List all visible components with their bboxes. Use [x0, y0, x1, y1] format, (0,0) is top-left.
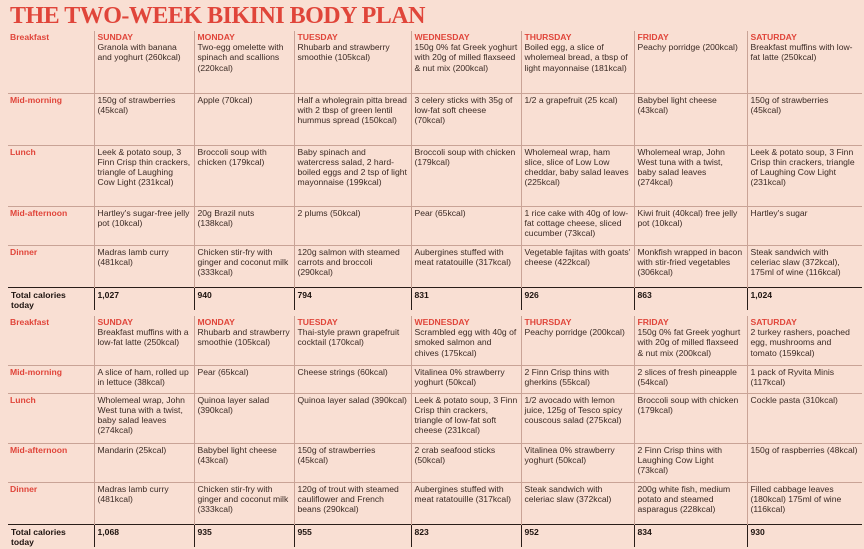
total-value: 926 [521, 287, 634, 310]
day-header-friday: FRIDAY [637, 32, 669, 42]
cell-monday [194, 31, 294, 93]
meal-text: Babybel light cheese (43kcal) [634, 93, 747, 145]
breakfast-row [8, 31, 862, 93]
meal-text: Chicken stir-fry with ginger and coconut milk (333kcal) [194, 482, 294, 524]
day-header-wednesday: WEDNESDAY [414, 32, 470, 42]
lunch-row [8, 145, 862, 206]
meal-text: Leek & potato soup, 3 Finn Crisp thin crackers, triangle of Laughing Cow Light (231kcal) [94, 145, 194, 206]
midmorning-row [8, 93, 862, 145]
breakfast-row [8, 316, 862, 365]
row-label-breakfast: Breakfast [10, 317, 50, 327]
dinner-row [8, 245, 862, 287]
row-label-total: Total calories today [8, 524, 94, 547]
meal-text: Rhubarb and strawberry smoothie (105kcal) [197, 327, 290, 348]
total-value: 952 [521, 524, 634, 547]
midmorning-row [8, 365, 862, 393]
meal-text: Madras lamb curry (481kcal) [94, 482, 194, 524]
meal-text: Madras lamb curry (481kcal) [94, 245, 194, 287]
meal-text: Kiwi fruit (40kcal) free jelly pot (10kcal) [634, 206, 747, 245]
row-label-dinner: Dinner [8, 482, 94, 524]
meal-text: Aubergines stuffed with meat ratatouille (317kcal) [411, 245, 521, 287]
row-label-midafternoon: Mid-afternoon [8, 443, 94, 482]
row-label-breakfast: Breakfast [10, 32, 50, 42]
meal-text: 120g salmon with steamed carrots and broccoli (290kcal) [294, 245, 411, 287]
row-label-midmorning: Mid-morning [8, 93, 94, 145]
cell-tuesday [294, 31, 411, 93]
meal-text: 150g of strawberries (45kcal) [747, 93, 862, 145]
day-header-monday: MONDAY [197, 317, 235, 327]
cell-thursday [521, 31, 634, 93]
meal-text: Leek & potato soup, 3 Finn Crisp thin crackers, triangle of low-fat soft cheese (231kcal) [411, 393, 521, 443]
meal-text: Broccoli soup with chicken (179kcal) [194, 145, 294, 206]
row-label-midmorning: Mid-morning [8, 365, 94, 393]
meal-text: Granola with banana and yoghurt (260kcal) [97, 42, 181, 63]
meal-text: Wholemeal wrap, ham slice, slice of Low Low cheddar, baby salad leaves (225kcal) [521, 145, 634, 206]
row-label-lunch: Lunch [8, 393, 94, 443]
meal-text: 2 crab seafood sticks (50kcal) [411, 443, 521, 482]
row-label-midafternoon: Mid-afternoon [8, 206, 94, 245]
day-header-saturday: SATURDAY [750, 32, 797, 42]
meal-text: Vitalinea 0% strawberry yoghurt (50kcal) [411, 365, 521, 393]
meal-text: Mandarin (25kcal) [94, 443, 194, 482]
meal-text: Steak sandwich with celeriac slaw (372kcal), 175ml of wine (116kcal) [747, 245, 862, 287]
meal-text: Baby spinach and watercress salad, 2 hard-boiled eggs and 2 tsp of light mayonnaise (199kcal) [294, 145, 411, 206]
total-value: 823 [411, 524, 521, 547]
week-1-table [8, 31, 862, 310]
meal-text: Broccoli soup with chicken (179kcal) [411, 145, 521, 206]
meal-text: 1 rice cake with 40g of low-fat cottage cheese, sliced cucumber (73kcal) [521, 206, 634, 245]
meal-text: Cheese strings (60kcal) [294, 365, 411, 393]
row-label-dinner: Dinner [8, 245, 94, 287]
row-label-total: Total calories today [8, 287, 94, 310]
total-value: 1,027 [94, 287, 194, 310]
meal-text: 2 Finn Crisp thins with gherkins (55kcal) [521, 365, 634, 393]
meal-text: 150g 0% fat Greek yoghurt with 20g of milled flaxseed & nut mix (200kcal) [414, 42, 518, 73]
meal-text: Quinoa layer salad (390kcal) [194, 393, 294, 443]
total-value: 935 [194, 524, 294, 547]
meal-text: 1/2 avocado with lemon juice, 125g of Tesco spicy couscous salad (275kcal) [521, 393, 634, 443]
meal-text: Boiled egg, a slice of wholemeal bread, a tbsp of light mayonnaise (181kcal) [524, 42, 628, 73]
meal-text: Pear (65kcal) [194, 365, 294, 393]
total-value: 930 [747, 524, 862, 547]
meal-text: 200g white fish, medium potato and steamed asparagus (228kcal) [634, 482, 747, 524]
meal-text: Thai-style prawn grapefruit cocktail (170kcal) [297, 327, 400, 348]
cell-sunday [94, 316, 194, 365]
total-value: 831 [411, 287, 521, 310]
cell-saturday [747, 316, 862, 365]
meal-text: Breakfast muffins with a low-fat latte (250kcal) [97, 327, 189, 348]
meal-text: 120g of trout with steamed cauliflower and French beans (290kcal) [294, 482, 411, 524]
meal-text: Wholemeal wrap, John West tuna with a twist, baby salad leaves (274kcal) [634, 145, 747, 206]
meal-text: Peachy porridge (200kcal) [524, 327, 625, 337]
day-header-sunday: SUNDAY [97, 32, 133, 42]
total-value: 955 [294, 524, 411, 547]
meal-text: Leek & potato soup, 3 Finn Crisp thin crackers, triangle of Laughing Cow Light (231kcal) [747, 145, 862, 206]
meal-text: 150g 0% fat Greek yoghurt with 20g of milled flaxseed & nut mix (200kcal) [637, 327, 741, 358]
cell-sunday [94, 31, 194, 93]
meal-text: 3 celery sticks with 35g of low-fat soft cheese (70kcal) [411, 93, 521, 145]
day-header-wednesday: WEDNESDAY [414, 317, 470, 327]
midafternoon-row [8, 206, 862, 245]
meal-text: Rhubarb and strawberry smoothie (105kcal) [297, 42, 390, 63]
meal-text: Hartley's sugar-free jelly pot (10kcal) [94, 206, 194, 245]
meal-text: Wholemeal wrap, John West tuna with a twist, baby salad leaves (274kcal) [94, 393, 194, 443]
cell-tuesday [294, 316, 411, 365]
meal-text: 150g of strawberries (45kcal) [294, 443, 411, 482]
week-2-table [8, 316, 862, 547]
total-value: 1,024 [747, 287, 862, 310]
cell-friday [634, 316, 747, 365]
meal-text: Peachy porridge (200kcal) [637, 42, 738, 52]
meal-text: Half a wholegrain pitta bread with 2 tbsp of green lentil hummus spread (150kcal) [294, 93, 411, 145]
meal-text: Aubergines stuffed with meat ratatouille (317kcal) [411, 482, 521, 524]
midafternoon-row [8, 443, 862, 482]
cell-monday [194, 316, 294, 365]
total-row [8, 287, 862, 310]
cell-friday [634, 31, 747, 93]
day-header-thursday: THURSDAY [524, 32, 572, 42]
lunch-row [8, 393, 862, 443]
meal-text: 150g of raspberries (48kcal) [747, 443, 862, 482]
meal-text: Quinoa layer salad (390kcal) [294, 393, 411, 443]
cell-thursday [521, 316, 634, 365]
day-header-thursday: THURSDAY [524, 317, 572, 327]
meal-text: 20g Brazil nuts (138kcal) [194, 206, 294, 245]
meal-text: Chicken stir-fry with ginger and coconut milk (333kcal) [194, 245, 294, 287]
meal-text: Apple (70kcal) [194, 93, 294, 145]
day-header-monday: MONDAY [197, 32, 235, 42]
meal-text: Vegetable fajitas with goats' cheese (422kcal) [521, 245, 634, 287]
meal-text: Hartley's sugar [747, 206, 862, 245]
meal-text: A slice of ham, rolled up in lettuce (38kcal) [94, 365, 194, 393]
meal-text: Two-egg omelette with spinach and scallions (220kcal) [197, 42, 284, 73]
day-header-sunday: SUNDAY [97, 317, 133, 327]
meal-text: Filled cabbage leaves (180kcal) 175ml of wine (116kcal) [747, 482, 862, 524]
total-value: 863 [634, 287, 747, 310]
meal-text: 1/2 a grapefruit (25 kcal) [521, 93, 634, 145]
day-header-saturday: SATURDAY [750, 317, 797, 327]
day-header-friday: FRIDAY [637, 317, 669, 327]
meal-text: Vitalinea 0% strawberry yoghurt (50kcal) [521, 443, 634, 482]
meal-text: 2 plums (50kcal) [294, 206, 411, 245]
total-value: 794 [294, 287, 411, 310]
cell-saturday [747, 31, 862, 93]
meal-text: Monkfish wrapped in bacon with stir-fried vegetables (306kcal) [634, 245, 747, 287]
page-title: THE TWO-WEEK BIKINI BODY PLAN [10, 3, 425, 29]
total-value: 940 [194, 287, 294, 310]
meal-text: 2 turkey rashers, poached egg, mushrooms and tomato (159kcal) [750, 327, 850, 358]
meal-text: Steak sandwich with celeriac slaw (372kcal) [521, 482, 634, 524]
meal-text: Scrambled egg with 40g of smoked salmon and chives (175kcal) [414, 327, 517, 358]
meal-text: Babybel light cheese (43kcal) [194, 443, 294, 482]
row-label-lunch: Lunch [8, 145, 94, 206]
day-header-tuesday: TUESDAY [297, 317, 338, 327]
total-value: 834 [634, 524, 747, 547]
total-value: 1,068 [94, 524, 194, 547]
cell-wednesday [411, 316, 521, 365]
meal-text: Cockle pasta (310kcal) [747, 393, 862, 443]
dinner-row [8, 482, 862, 524]
meal-text: Broccoli soup with chicken (179kcal) [634, 393, 747, 443]
meal-text: 150g of strawberries (45kcal) [94, 93, 194, 145]
meal-text: 2 slices of fresh pineapple (54kcal) [634, 365, 747, 393]
day-header-tuesday: TUESDAY [297, 32, 338, 42]
total-row [8, 524, 862, 547]
meal-text: Pear (65kcal) [411, 206, 521, 245]
meal-text: 2 Finn Crisp thins with Laughing Cow Light (73kcal) [634, 443, 747, 482]
cell-wednesday [411, 31, 521, 93]
meal-text: 1 pack of Ryvita Minis (117kcal) [747, 365, 862, 393]
meal-text: Breakfast muffins with low-fat latte (250kcal) [750, 42, 853, 63]
